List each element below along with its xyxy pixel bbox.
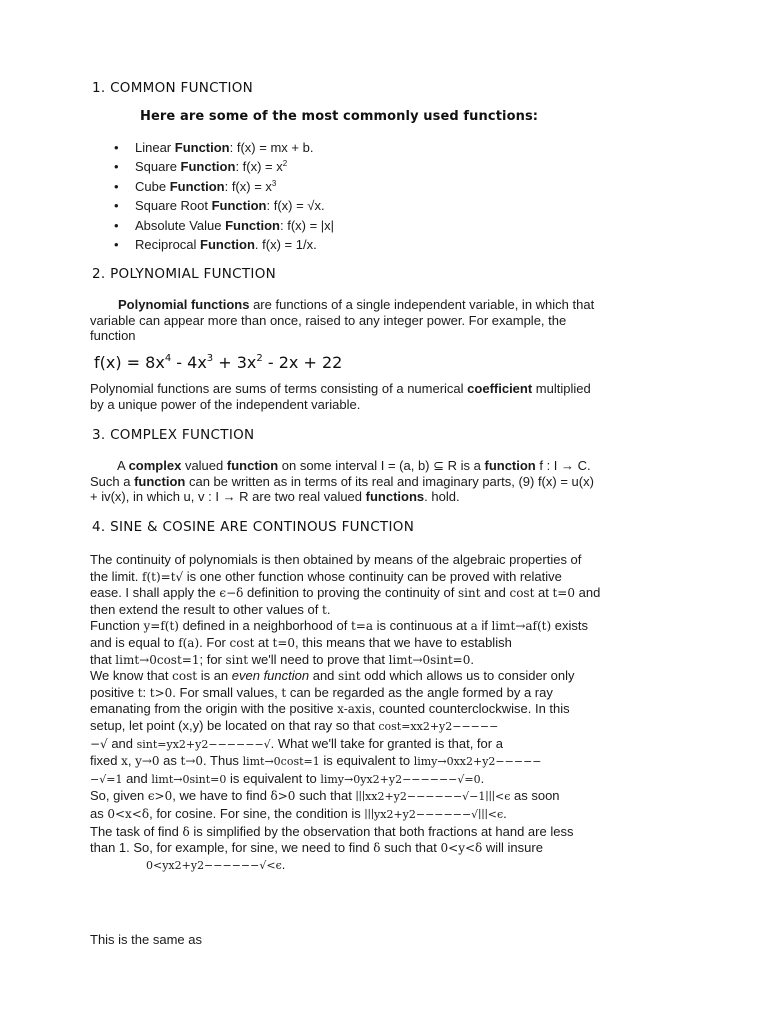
list-item: • Linear Function: f(x) = mx + b. bbox=[114, 138, 334, 157]
list-item: • Square Root Function: f(x) = √x. bbox=[114, 196, 334, 215]
list-item: • Cube Function: $f(x) = x^3$ bbox=[114, 177, 334, 196]
section-2-heading: 2. POLYNOMIAL FUNCTION bbox=[92, 266, 277, 282]
bullet-icon: • bbox=[114, 140, 119, 155]
section-3-paragraph: A complex valued function on some interval I = (a, b) ⊆ R is a function f : I → C. Such a function can be written as in terms of its real and imaginary parts, (9) f(x) = u(x) + iv(x), in which u, v : I → R are two real valued functions. hold. bbox=[90, 458, 594, 504]
section-3-heading: 3. COMPLEX FUNCTION bbox=[92, 427, 255, 443]
section-4-heading: 4. SINE & COSINE ARE CONTINOUS FUNCTION bbox=[92, 519, 415, 535]
bullet-icon: • bbox=[114, 178, 119, 194]
section-1-intro: Here are some of the most commonly used functions: bbox=[140, 109, 539, 124]
list-item: • Absolute Value Function: f(x) = |x| bbox=[114, 216, 334, 235]
section-2-paragraph-1: Polynomial functions are functions of a single independent variable, in which that variable can appear more than once, raised to any integer power. For example, the function bbox=[90, 297, 595, 343]
bullet-icon: • bbox=[114, 236, 119, 252]
closing-text: This is the same as bbox=[90, 932, 202, 947]
bullet-icon: • bbox=[114, 217, 119, 233]
common-functions-list bbox=[114, 138, 334, 254]
polynomial-formula: $f(x) = 8x^4 - 4x^3 + 3x^2 - 2x + 22$ bbox=[94, 353, 343, 372]
section-1-heading: 1. COMMON FUNCTION bbox=[92, 80, 254, 96]
bullet-icon: • bbox=[114, 159, 119, 175]
list-item: • Square Function: $f(x) = x^2$ bbox=[114, 157, 334, 176]
bullet-icon: • bbox=[114, 198, 119, 214]
section-4-paragraph: The continuity of polynomials is then obtained by means of the algebraic properties of the limit. f(t)=t√ is one other function whose continuity can be proved with relative ease. I shall apply the ϵ−δ definition to proving the continuity of sint and cost at t=0 and then extend the result to other values of t. Function y=f(t) defined in a neighborhood of t=a is continuous at a if limt→af(t) exists and is equal to f(a). For cost at t=0, this means that we have to establish that limt→0cost=1; for sint we'll need to prove that limt→0sint=0. We know that cost is an even function and sint odd which allows us to consider only positive t: t>0. For small values, t can be regarded as the angle formed by a ray emanating from the origin with the positive x-axis, counted counterclockwise. In this setup, let point (x,y) be located on that ray so that cost=xx2+y2−−−−− −√ and sint=yx2+y2−−−−−−√. What we'll take for granted is that, for a fixed x, y→0 as t→0. Thus limt→0cost=1 is equivalent to limy→0xx2+y2−−−−− −√=1 and limt→0sint=0 is equivalent to limy→0yx2+y2−−−−−−√=0. So, given ϵ>0, we have to find δ>0 such that ∣∣∣xx2+y2−−−−−−√−1∣∣∣<ϵ as soon as 0<x<δ, for cosine. For sine, the condition is ∣∣∣yx2+y2−−−−−−√∣∣∣<ϵ. The task of find δ is simplified by the observation that both fractions at hand are less than 1. So, for example, for sine, we need to find δ such that 0<y<δ will insure 0<yx2+y2−−−−−−√<ϵ. bbox=[90, 552, 601, 872]
list-item: • Reciprocal Function. f(x) = 1/x. bbox=[114, 235, 334, 254]
section-2-paragraph-2: Polynomial functions are sums of terms consisting of a numerical coefficient multiplied by a unique power of the independent variable. bbox=[90, 381, 591, 412]
